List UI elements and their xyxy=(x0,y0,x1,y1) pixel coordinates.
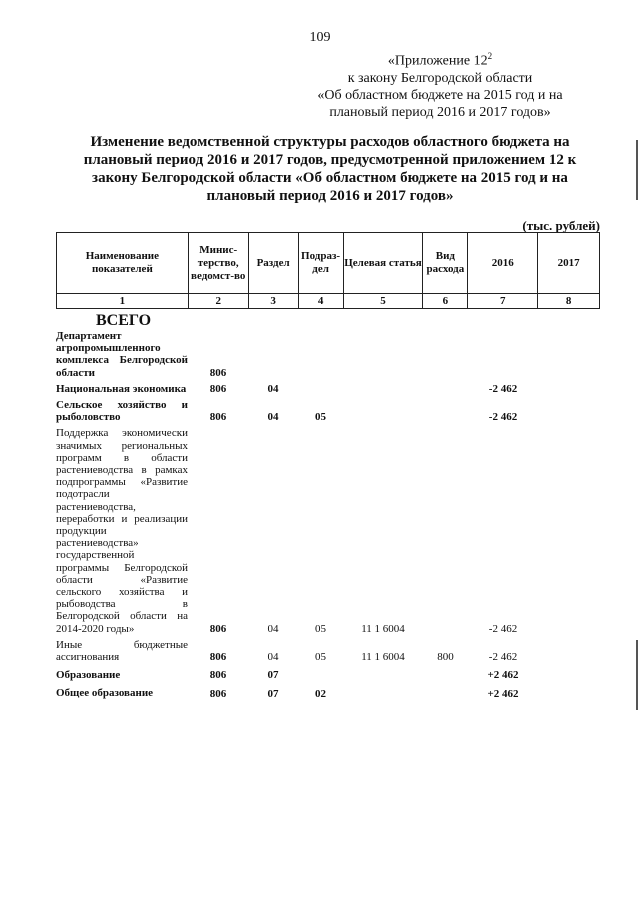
header-2017: 2017 xyxy=(538,233,600,294)
appendix-label: «Приложение 12 xyxy=(387,53,488,69)
row-name: Образование xyxy=(56,669,121,682)
header-2016: 2016 xyxy=(468,233,538,294)
row-ministry: 806 xyxy=(209,622,227,635)
row-section: 04 xyxy=(267,411,279,424)
row-section: 04 xyxy=(267,383,279,396)
column-number: 7 xyxy=(468,294,538,309)
header-subsection: Подраз-дел xyxy=(298,233,343,294)
scan-edge-mark xyxy=(636,640,638,710)
budget-table-header xyxy=(56,232,600,309)
column-number: 5 xyxy=(343,294,423,309)
row-section: 07 xyxy=(267,669,279,682)
appendix-superscript: 2 xyxy=(487,51,493,61)
row-name: Общее образование xyxy=(56,687,154,700)
header-name: Наименование показателей xyxy=(57,233,189,294)
column-number: 6 xyxy=(423,294,468,309)
row-name: Сельское хозяйство и рыболовство xyxy=(56,399,188,424)
page-number: 109 xyxy=(309,30,331,45)
row-subsection: 05 xyxy=(315,622,326,635)
row-ministry: 806 xyxy=(209,669,227,682)
row-2016: -2 462 xyxy=(488,383,518,396)
column-number: 2 xyxy=(188,294,248,309)
appendix-line-3: «Об областном бюджете на 2015 год и на xyxy=(317,87,563,103)
header-ministry: Минис-терство, ведомст-во xyxy=(188,233,248,294)
column-number: 8 xyxy=(538,294,600,309)
table-row xyxy=(56,427,600,634)
row-2016: +2 462 xyxy=(487,669,519,682)
row-target: 11 1 6004 xyxy=(361,651,405,664)
row-subsection: 02 xyxy=(315,687,326,700)
row-name: Иные бюджетные ассигнования xyxy=(56,638,188,664)
table-row xyxy=(56,669,600,681)
table-row xyxy=(56,383,600,395)
appendix-line-2: к закону Белгородской области xyxy=(347,70,533,86)
table-row xyxy=(56,330,600,379)
table-body xyxy=(56,312,600,700)
row-name: Департамент агропромышленного комплекса Белгородской области xyxy=(56,330,188,379)
column-number-row xyxy=(57,294,600,309)
row-2016: -2 462 xyxy=(488,622,518,635)
header-target: Целевая статья xyxy=(343,233,423,294)
row-2016: +2 462 xyxy=(487,687,519,700)
row-type: 800 xyxy=(437,651,454,664)
row-2016: -2 462 xyxy=(488,411,518,424)
appendix-line-1 xyxy=(270,48,610,70)
row-ministry: 806 xyxy=(209,687,227,700)
header-section: Раздел xyxy=(248,233,298,294)
units-label: (тыс. рублей) xyxy=(522,218,600,233)
total-label: ВСЕГО xyxy=(96,312,152,329)
row-ministry: 806 xyxy=(209,383,227,396)
header-row xyxy=(57,233,600,294)
row-section: 04 xyxy=(267,651,279,664)
table-row xyxy=(56,687,600,699)
scan-edge-mark xyxy=(636,140,638,200)
column-number: 3 xyxy=(248,294,298,309)
row-name: Поддержка экономически значимых региональных программ в области растениеводства в рамках подпрограммы «Развитие подотрасли растениеводства, переработки и реализации продукции растениеводства» государственной программы Белгородской области «Развитие сельского хозяйства и рыбоводства в Белгородской области на 2014-2020 годы» xyxy=(56,427,188,635)
table-row xyxy=(56,639,600,663)
row-subsection: 05 xyxy=(315,651,326,664)
row-ministry: 806 xyxy=(209,411,227,424)
row-section: 07 xyxy=(267,687,279,700)
appendix-line-4: плановый период 2016 и 2017 годов» xyxy=(329,104,551,120)
table-row xyxy=(56,399,600,423)
header-expense-type: Вид расхода xyxy=(423,233,468,294)
row-target: 11 1 6004 xyxy=(361,622,405,635)
row-ministry: 806 xyxy=(209,651,227,664)
document-title: Изменение ведомственной структуры расходов областного бюджета на плановый период 2016 и 2017 годов, предусмотренной приложением 12 к закону Белгородской области «Об областном бюджете на 2015 год и на плановый период 2016 и 2017 годов» xyxy=(83,134,577,204)
appendix-header xyxy=(270,48,610,121)
column-number: 1 xyxy=(57,294,189,309)
row-2016: -2 462 xyxy=(488,651,518,664)
row-ministry: 806 xyxy=(209,366,227,379)
row-section: 04 xyxy=(267,622,279,635)
row-subsection: 05 xyxy=(315,411,326,424)
row-name: Национальная экономика xyxy=(56,382,187,395)
column-number: 4 xyxy=(298,294,343,309)
